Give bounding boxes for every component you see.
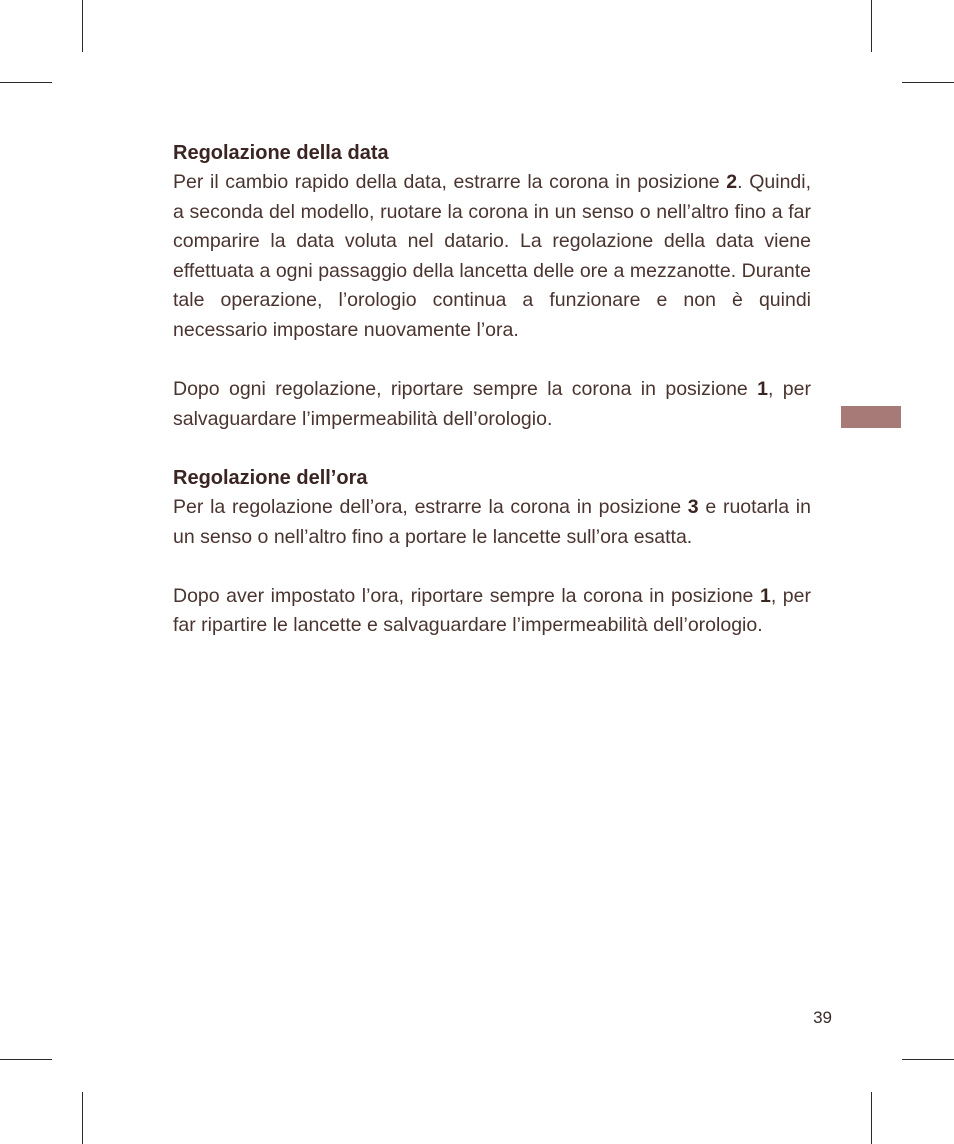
text-segment: . Quindi, a seconda del modello, ruotare la corona in un senso o nell’altro fino a far comparire la data voluta nel datario. La regolazione della data viene effettuata a ogni passaggio della lancetta delle ore a mezzanotte. Durante tale operazione, l’orologio continua a funzionare e non è quindi necessario impostare nuovamente l’ora. bbox=[173, 171, 812, 341]
crop-mark-top-left-horizontal bbox=[0, 82, 52, 83]
crop-mark-top-right-horizontal bbox=[902, 82, 954, 83]
paragraph-time-reminder bbox=[173, 582, 811, 641]
crown-position-number: 1 bbox=[759, 584, 771, 607]
crop-mark-bottom-right-horizontal bbox=[902, 1059, 954, 1060]
crown-position-number: 2 bbox=[726, 171, 738, 193]
crop-mark-top-right-vertical bbox=[871, 0, 872, 52]
crop-mark-bottom-left-vertical bbox=[82, 1092, 83, 1144]
section-tab-marker bbox=[841, 406, 901, 428]
page-content bbox=[173, 139, 811, 641]
crop-mark-bottom-right-vertical bbox=[871, 1092, 872, 1144]
text-segment: Dopo aver impostato l’ora, riportare sempre la corona in posizione bbox=[173, 584, 760, 607]
text-segment: , per salvaguardare l’impermeabilità dell’orologio. bbox=[173, 378, 811, 430]
text-segment: , per far ripartire le lancette e salvaguardare l’impermeabilità dell’orologio. bbox=[173, 584, 811, 637]
heading-date-adjustment: Regolazione della data bbox=[173, 142, 389, 164]
text-segment: Per il cambio rapido della data, estrarre la corona in posizione bbox=[173, 171, 727, 193]
text-segment: e ruotarla in un senso o nell’altro fino a portare le lancette sull’ora esatta. bbox=[173, 495, 811, 548]
text-segment: Per la regolazione dell’ora, estrarre la corona in posizione bbox=[173, 495, 688, 518]
page-number: 39 bbox=[813, 1008, 832, 1027]
heading-time-adjustment: Regolazione dell’ora bbox=[173, 466, 368, 489]
text-segment: Dopo ogni regolazione, riportare sempre la corona in posizione bbox=[173, 378, 758, 401]
crop-mark-bottom-left-horizontal bbox=[0, 1059, 52, 1060]
paragraph-time-instructions bbox=[173, 493, 811, 552]
crop-mark-top-left-vertical bbox=[82, 0, 83, 52]
crown-position-number: 1 bbox=[757, 378, 768, 401]
paragraph-date-reminder bbox=[173, 375, 811, 434]
crown-position-number: 3 bbox=[687, 495, 699, 518]
paragraph-date-instructions bbox=[173, 168, 811, 346]
